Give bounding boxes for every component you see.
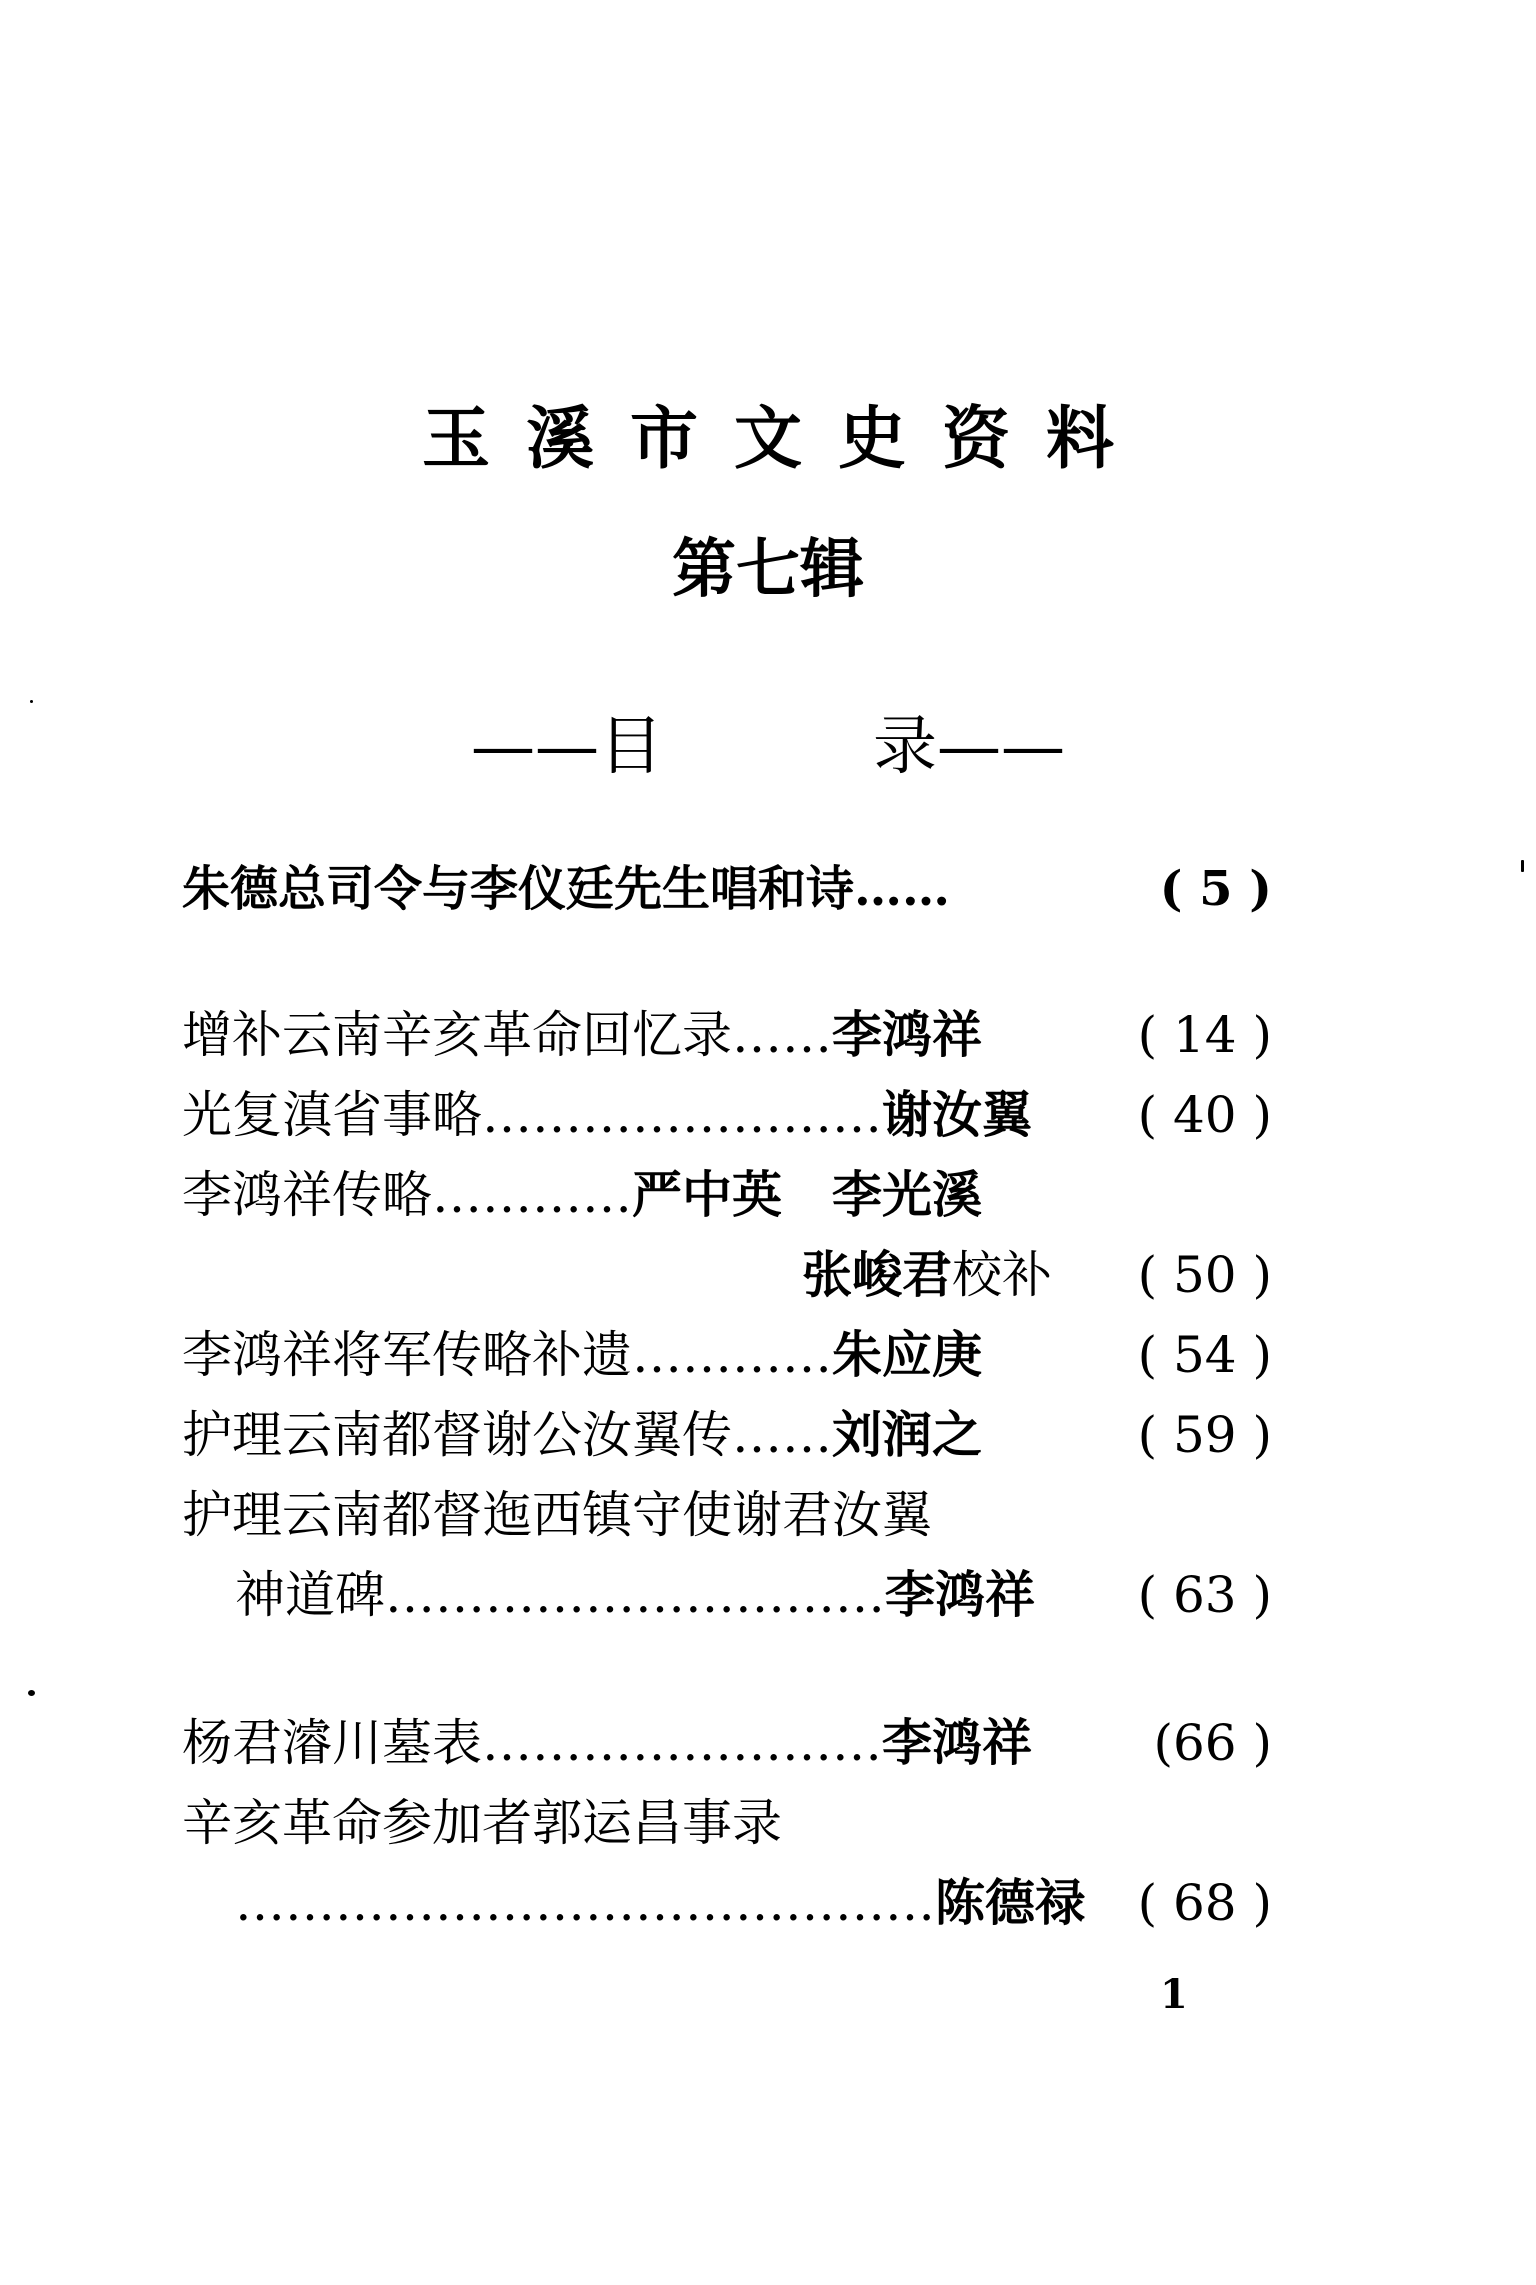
entry-title: 杨君濬川墓表…………………… (182, 1714, 882, 1772)
entry-title: 神道碑………………………… (235, 1566, 885, 1624)
toc-entry-continuation (235, 1873, 1272, 1932)
entry-page: ( 68 ) (1137, 1874, 1272, 1932)
entry-title: 护理云南都督谢公汝翼传…… (182, 1406, 832, 1464)
entry-title: 护理云南都督迤西镇守使谢君汝翼 (182, 1486, 932, 1544)
entry-author: 李鸿祥 (882, 1713, 1032, 1772)
entry-title: 光复滇省事略…………………… (182, 1086, 882, 1144)
toc-entry (182, 861, 1272, 917)
contents-heading-right: 录—— (873, 710, 1065, 784)
entry-page: ( 54 ) (1137, 1326, 1272, 1384)
entry-page: ( 50 ) (1137, 1246, 1272, 1304)
scan-speck (30, 700, 33, 703)
page-number: 1 (1160, 1971, 1188, 2018)
toc-entry-continuation (235, 1565, 1272, 1624)
entry-page: ( 63 ) (1137, 1566, 1272, 1624)
scan-speck (1521, 860, 1524, 872)
entry-author: 张峻君 (802, 1245, 952, 1304)
toc-entry (182, 1405, 1272, 1464)
toc-entry (182, 1325, 1272, 1384)
toc-entry (182, 1005, 1272, 1064)
volume-title: 第七辑 (672, 532, 864, 607)
toc-entry (182, 1165, 1272, 1224)
scan-speck (28, 1690, 35, 1696)
entry-author: 谢汝翼 (882, 1085, 1032, 1144)
entry-page: ( 40 ) (1137, 1086, 1272, 1144)
entry-author: 朱应庚 (832, 1325, 982, 1384)
contents-heading (0, 710, 1536, 784)
entry-author: 李鸿祥 (832, 1005, 982, 1064)
entry-author: 严中英 李光溪 (632, 1165, 982, 1224)
entry-title: 辛亥革命参加者郭运昌事录 (182, 1794, 782, 1852)
entry-title: 增补云南辛亥革命回忆录…… (182, 1006, 832, 1064)
entry-title: 李鸿祥传略………… (182, 1166, 632, 1224)
entry-author: 刘润之 (832, 1405, 982, 1464)
toc-entry (182, 1085, 1272, 1144)
entry-title: 朱德总司令与李仪廷先生唱和诗…… (182, 861, 951, 917)
toc-entry (182, 1486, 1272, 1544)
entry-title: …………………………………… (235, 1874, 935, 1932)
entry-note: 校补 (952, 1246, 1052, 1304)
entry-title: 李鸿祥将军传略补遗………… (182, 1326, 832, 1384)
book-title: 玉溪市文史资料 (421, 399, 1150, 479)
entry-page: ( 5 ) (1159, 861, 1272, 917)
toc-entry (182, 1713, 1272, 1772)
entry-page: ( 14 ) (1137, 1006, 1272, 1064)
entry-author: 李鸿祥 (885, 1565, 1035, 1624)
entry-page: (66 ) (1153, 1714, 1272, 1772)
entry-author: 陈德禄 (935, 1873, 1085, 1932)
contents-heading-left: ——目 (471, 710, 663, 784)
entry-page: ( 59 ) (1137, 1406, 1272, 1464)
toc-entry (182, 1794, 1272, 1852)
